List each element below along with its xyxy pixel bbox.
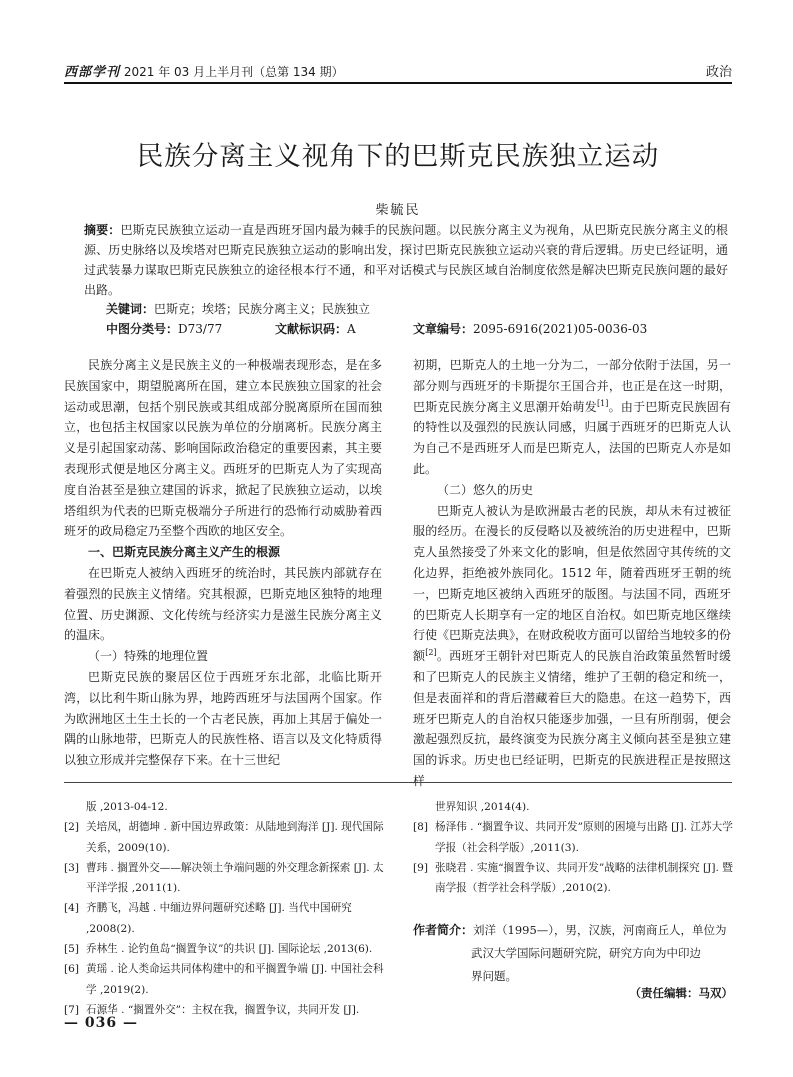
body-column-right <box>413 355 731 792</box>
reference-text: 石源华 . “搁置外交”：主权在我，搁置争议，共同开发 [J]. <box>86 1003 360 1016</box>
reference-number: [9] <box>413 861 429 874</box>
paragraph-text: 初期，巴斯克人的土地一分为二，一部分依附于法国，另一部分则与西班牙的卡斯提尔王国合并，也正是在这一时期，巴斯克民族分离主义思潮开始萌发 <box>413 358 731 414</box>
article-title: 民族分离主义视角下的巴斯克民族独立运动 <box>136 141 660 172</box>
header-rule <box>64 82 732 84</box>
reference-text: 世界知识 ,2014(4). <box>435 801 530 813</box>
clc-value: D73/77 <box>178 322 223 336</box>
journal-logo: 西部学刊 <box>64 65 121 80</box>
page-number: — 036 — <box>64 1015 138 1031</box>
reference-number: [6] <box>64 963 80 976</box>
reference-item <box>64 898 392 939</box>
running-header <box>64 58 732 82</box>
header-left <box>64 61 344 80</box>
reference-text: 张晓君 . 实施“搁置争议、共同开发”战略的法律机制探究 [J]. 暨南学报（哲学社会科学版）,2010(2). <box>435 861 733 895</box>
issue-info: 2021 年 03 月上半月刊（总第 134 期） <box>123 65 344 79</box>
reference-number: [5] <box>64 943 80 956</box>
doc-code-value: A <box>347 322 356 336</box>
references-right <box>413 797 741 898</box>
body-column-left <box>64 355 382 771</box>
reference-text: 黄瑶 . 论人类命运共同体构建中的和平搁置争端 [J]. 中国社会科学 ,2019(2). <box>86 963 384 996</box>
paragraph: 民族分离主义是民族主义的一种极端表现形态，是在多民族国家中，期望脱离所在国，建立本民族独立国家的社会运动或思潮，包括个别民族或其组成部分脱离原所在国而独立，也包括主权国家以民族为单位的分崩离析。民族分离主义是引起国家动荡、影响国际政治稳定的重要因素，其主要表现形式便是地区分离主义。西班牙的巴斯克人为了实现高度自治甚至是独立建国的诉求，掀起了民族独立运动，以埃塔组织为代表的巴斯克极端分子所进行的恐怖行动威胁着西班牙的政局稳定乃至整个西欧的地区安全。 <box>64 358 382 539</box>
reference-text: 乔林生 . 论钓鱼岛“搁置争议”的共识 [J]. 国际论坛 ,2013(6). <box>86 943 373 956</box>
paragraph <box>413 501 731 792</box>
reference-text: 齐鹏飞，冯越 . 中缅边界问题研究述略 [J]. 当代中国研究 ,2008(2). <box>86 902 352 935</box>
references-separator <box>64 782 732 783</box>
section-label: 政治 <box>705 65 732 80</box>
keywords-text: 巴斯克；埃塔；民族分离主义；民族独立 <box>154 302 371 316</box>
reference-number: [7] <box>64 1003 80 1016</box>
section-heading: 一、巴斯克民族分离主义产生的根源 <box>88 545 281 560</box>
subsection-heading: （二）悠久的历史 <box>437 482 534 497</box>
reference-item <box>64 797 392 817</box>
reference-text: 版 ,2013-04-12. <box>86 801 168 813</box>
article-number <box>413 320 647 337</box>
author-bio-label: 作者简介： <box>413 923 474 937</box>
references-left <box>64 797 392 1020</box>
keywords-label: 关键词： <box>106 302 155 316</box>
author-bio-text: 刘洋（1995—），男，汉族，河南商丘人，单位为 <box>473 923 727 937</box>
reference-number: [4] <box>64 902 80 915</box>
reference-text: 杨泽伟 . “搁置争议、共同开发”原则的困境与出路 [J]. 江苏大学学报（社会科学版）,2011(3). <box>435 821 733 854</box>
reference-item <box>413 817 741 858</box>
paragraph: 在巴斯克人被纳入西班牙的统治时，其民族内部就存在着强烈的民族主义情绪。究其根源，巴斯克地区独特的地理位置、历史渊源、文化传统与经济实力是滋生民族分离主义的温床。 <box>64 565 382 643</box>
abstract <box>84 220 728 300</box>
article-no-label: 文章编号： <box>413 322 474 336</box>
reference-text: 关培凤，胡德坤 . 新中国边界政策：从陆地到海洋 [J]. 现代国际关系，2009(10). <box>86 821 384 854</box>
paragraph <box>413 355 731 480</box>
paragraph-text: 巴斯克人被认为是欧洲最古老的民族，却从未有过被征服的经历。在漫长的反侵略以及被统治的历史进程中，巴斯克人虽然接受了外来文化的影响，但是依然固守其传统的文化边界，拒绝被外族同化。1512 年，随着西班牙王朝的统一，巴斯克地区被纳入西班牙的版图。与法国不同，西班牙的巴斯克人长期享有一定的地区自治权。如巴斯克地区继续行使《巴斯克法典》，在财政税收方面可以留给当地较多的份额 <box>413 503 732 664</box>
reference-text: 曹玮 . 搁置外交——解决领土争端问题的外交理念新探索 [J]. 太平洋学报 ,2011(1). <box>86 861 384 895</box>
citation-ref: [1] <box>596 398 609 408</box>
author-name: 柴毓民 <box>375 203 421 218</box>
abstract-text: 巴斯克民族独立运动一直是西班牙国内最为棘手的民族问题。以民族分离主义为视角，从巴斯克民族分离主义的根源、历史脉络以及埃塔对巴斯克民族独立运动的影响出发，探讨巴斯克民族独立运动兴衰的背后逻辑。历史已经证明，通过武装暴力谋取巴斯克民族独立的途径根本行不通，和平对话模式与民族区域自治制度依然是解决巴斯克民族问题的最好出路。 <box>84 223 728 297</box>
author-bio <box>413 919 733 988</box>
keywords <box>106 300 370 317</box>
paragraph-text: 。西班牙王朝针对巴斯克人的民族自治政策虽然暂时缓和了巴斯克人的民族主义情绪，维护了王朝的稳定和统一，但是表面祥和的背后潜藏着巨大的隐患。在这一趋势下，西班牙巴斯克人的自治权只能逐步加强，一旦有所削弱，便会激起强烈反抗，最终演变为民族分离主义倾向甚至是独立建国的诉求。历史也已经证明，巴斯克的民族进程正是按照这样 <box>413 649 731 788</box>
doc-code-label: 文献标识码： <box>275 322 348 336</box>
reference-item <box>413 797 741 817</box>
reference-item <box>64 959 392 1000</box>
reference-item <box>64 817 392 858</box>
paragraph-text: 。由于巴斯克民族固有的特性以及强烈的民族认同感，归属于西班牙的巴斯克人认为自己不是西班牙人而是巴斯克人，法国的巴斯克人亦是如此。 <box>413 399 731 476</box>
document-code <box>275 320 356 337</box>
responsible-editor: （责任编辑：马双） <box>629 986 733 1000</box>
abstract-label: 摘要： <box>84 223 121 237</box>
reference-item <box>64 939 392 959</box>
reference-number: [3] <box>64 861 80 874</box>
author-bio-text: 武汉大学国际问题研究院，研究方向为中印边 <box>471 946 701 960</box>
reference-number: [8] <box>413 821 429 834</box>
subsection-heading: （一）特殊的地理位置 <box>88 649 209 664</box>
article-no-value: 2095-6916(2021)05-0036-03 <box>473 322 648 336</box>
reference-item <box>64 858 392 899</box>
reference-item <box>413 858 741 899</box>
reference-number: [2] <box>64 821 80 834</box>
paragraph: 巴斯克民族的聚居区位于西班牙东北部，北临比斯开湾，以比利牛斯山脉为界，地跨西班牙与法国两个国家。作为欧洲地区土生土长的一个古老民族，再加上其居于偏处一隅的山脉地带，巴斯克人的民族性格、语言以及文化特质得以独立形成并完整保存下来。在十三世纪 <box>64 669 382 768</box>
clc-label: 中图分类号： <box>106 322 179 336</box>
clc-number <box>106 320 222 337</box>
citation-ref: [2] <box>425 648 437 658</box>
author-bio-text: 界问题。 <box>471 969 517 983</box>
